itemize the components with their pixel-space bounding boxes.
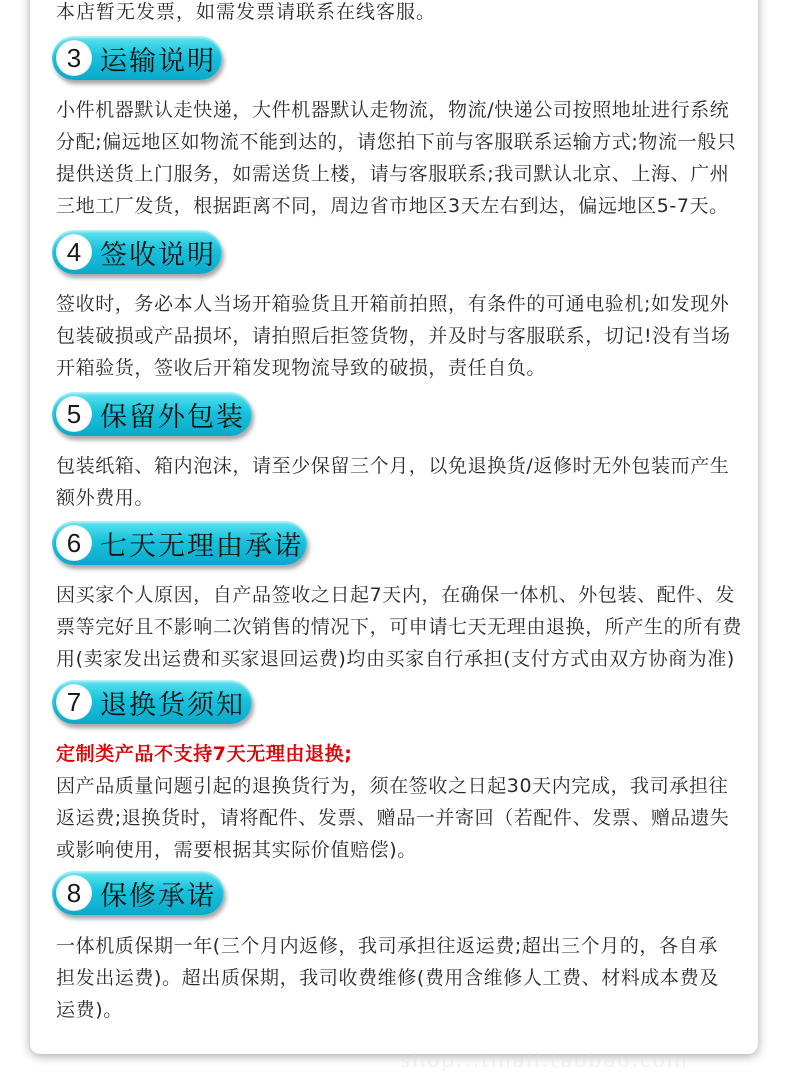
section-number-badge: 8 (56, 875, 92, 911)
section-body-warranty (56, 930, 746, 1026)
section-header-returns (52, 680, 252, 724)
body-line: 提供送货上门服务，如需送货上楼，请与客服联系;我司默认北京、上海、广州 (56, 163, 730, 185)
body-line: 一体机质保期一年(三个月内返修，我司承担往返运费;超出三个月的，各自承 (56, 935, 718, 957)
body-line: 包装纸箱、箱内泡沫，请至少保留三个月，以免退换货/返修时无外包装而产生 (56, 455, 730, 477)
section-header-packaging (52, 392, 252, 436)
section-header-warranty (52, 871, 224, 915)
section-title: 运输说明 (100, 45, 216, 77)
section-body-packaging (56, 450, 746, 514)
body-line: 担发出运费)。超出质保期，我司收费维修(费用含维修人工费、材料成本费及 (56, 967, 719, 989)
section-number-badge: 7 (56, 684, 92, 720)
body-line: 因买家个人原因，自产品签收之日起7天内，在确保一体机、外包装、配件、发 (56, 584, 736, 606)
body-line: 额外费用。 (56, 487, 155, 509)
store-watermark: shop...tmall.taobao.com (400, 1048, 689, 1072)
section-title: 签收说明 (100, 239, 216, 271)
section-number-badge: 4 (56, 234, 92, 270)
invoice-notice: 本店暂无发票，如需发票请联系在线客服。 (56, 1, 437, 23)
custom-product-warning: 定制类产品不支持7天无理由退换; (56, 743, 353, 765)
section-header-receipt (52, 230, 222, 274)
section-body-seven-day (56, 579, 746, 675)
body-line: 票等完好且不影响二次销售的情况下，可申请七天无理由退换，所产生的所有费 (56, 616, 743, 638)
body-line: 返运费;退换货时，请将配件、发票、赠品一并寄回（若配件、发票、赠品遗失 (56, 807, 730, 829)
body-line: 运费)。 (56, 999, 123, 1021)
section-number-badge: 6 (56, 525, 92, 561)
section-body-receipt (56, 288, 746, 384)
section-header-seven-day (52, 521, 307, 565)
section-number-badge: 5 (56, 396, 92, 432)
body-line: 包装破损或产品损坏，请拍照后拒签货物，并及时与客服联系，切记!没有当场 (56, 325, 731, 347)
body-line: 分配;偏远地区如物流不能到达的，请您拍下前与客服联系运输方式;物流一般只 (56, 131, 737, 153)
section-header-shipping (52, 36, 222, 80)
section-body-shipping (56, 94, 746, 222)
body-line: 用(卖家发出运费和买家退回运费)均由买家自行承担(支付方式由双方协商为准) (56, 648, 735, 670)
section-number-badge: 3 (56, 40, 92, 76)
section-title: 七天无理由承诺 (100, 530, 303, 562)
section-title: 退换货须知 (100, 689, 245, 721)
section-title: 保留外包装 (100, 401, 245, 433)
body-line: 或影响使用，需要根据其实际价值赔偿)。 (56, 839, 417, 861)
section-title: 保修承诺 (100, 880, 216, 912)
body-line: 三地工厂发货，根据距离不同，周边省市地区3天左右到达，偏远地区5-7天。 (56, 195, 729, 217)
body-line: 因产品质量问题引起的退换货行为，须在签收之日起30天内完成，我司承担往 (56, 775, 729, 797)
body-line: 签收时，务必本人当场开箱验货且开箱前拍照，有条件的可通电验机;如发现外 (56, 293, 730, 315)
body-line: 开箱验货，签收后开箱发现物流导致的破损，责任自负。 (56, 357, 547, 379)
body-line: 小件机器默认走快递，大件机器默认走物流，物流/快递公司按照地址进行系统 (56, 99, 730, 121)
section-body-returns (56, 738, 746, 866)
